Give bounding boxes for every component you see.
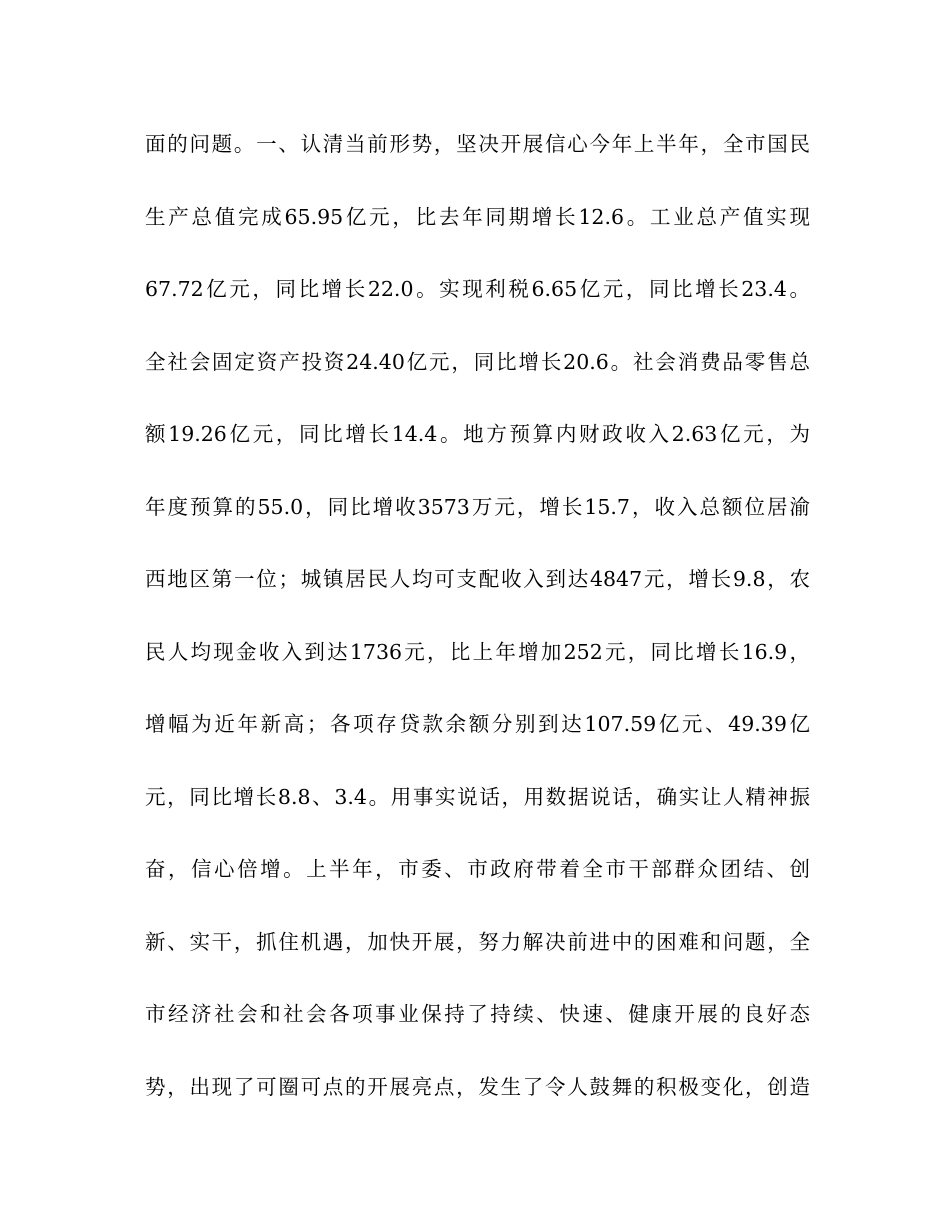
text-line: 生产总值完成65.95亿元，比去年同期增长12.6。工业总产值实现 xyxy=(145,204,810,229)
text-line: 新、实干，抓住机遇，加快开展，努力解决前进中的困难和问题，全 xyxy=(145,929,810,954)
text-line: 面的问题。一、认清当前形势，坚决开展信心今年上半年，全市国民 xyxy=(145,132,810,156)
text-line: 西地区第一位；城镇居民人均可支配收入到达4847元，增长9.8，农 xyxy=(145,567,810,591)
text-line: 全社会固定资产投资24.40亿元，同比增长20.6。社会消费品零售总 xyxy=(145,349,810,374)
text-line: 年度预算的55.0，同比增收3573万元，增长15.7，收入总额位居渝 xyxy=(145,494,810,519)
text-line: 市经济社会和社会各项事业保持了持续、快速、健康开展的良好态 xyxy=(145,1002,810,1026)
body-text xyxy=(145,122,810,1137)
text-line: 元，同比增长8.8、3.4。用事实说话，用数据说话，确实让人精神振 xyxy=(145,784,810,809)
text-line: 额19.26亿元，同比增长14.4。地方预算内财政收入2.63亿元，为 xyxy=(145,422,810,446)
text-line: 民人均现金收入到达1736元，比上年增加252元，同比增长16.9， xyxy=(145,639,810,664)
text-line: 奋，信心倍增。上半年，市委、市政府带着全市干部群众团结、创 xyxy=(145,857,810,881)
text-line: 势，出现了可圈可点的开展亮点，发生了令人鼓舞的积极变化，创造 xyxy=(145,1074,810,1099)
text-line: 增幅为近年新高；各项存贷款余额分别到达107.59亿元、49.39亿 xyxy=(145,712,810,736)
text-line: 67.72亿元，同比增长22.0。实现利税6.65亿元，同比增长23.4。 xyxy=(145,277,810,301)
